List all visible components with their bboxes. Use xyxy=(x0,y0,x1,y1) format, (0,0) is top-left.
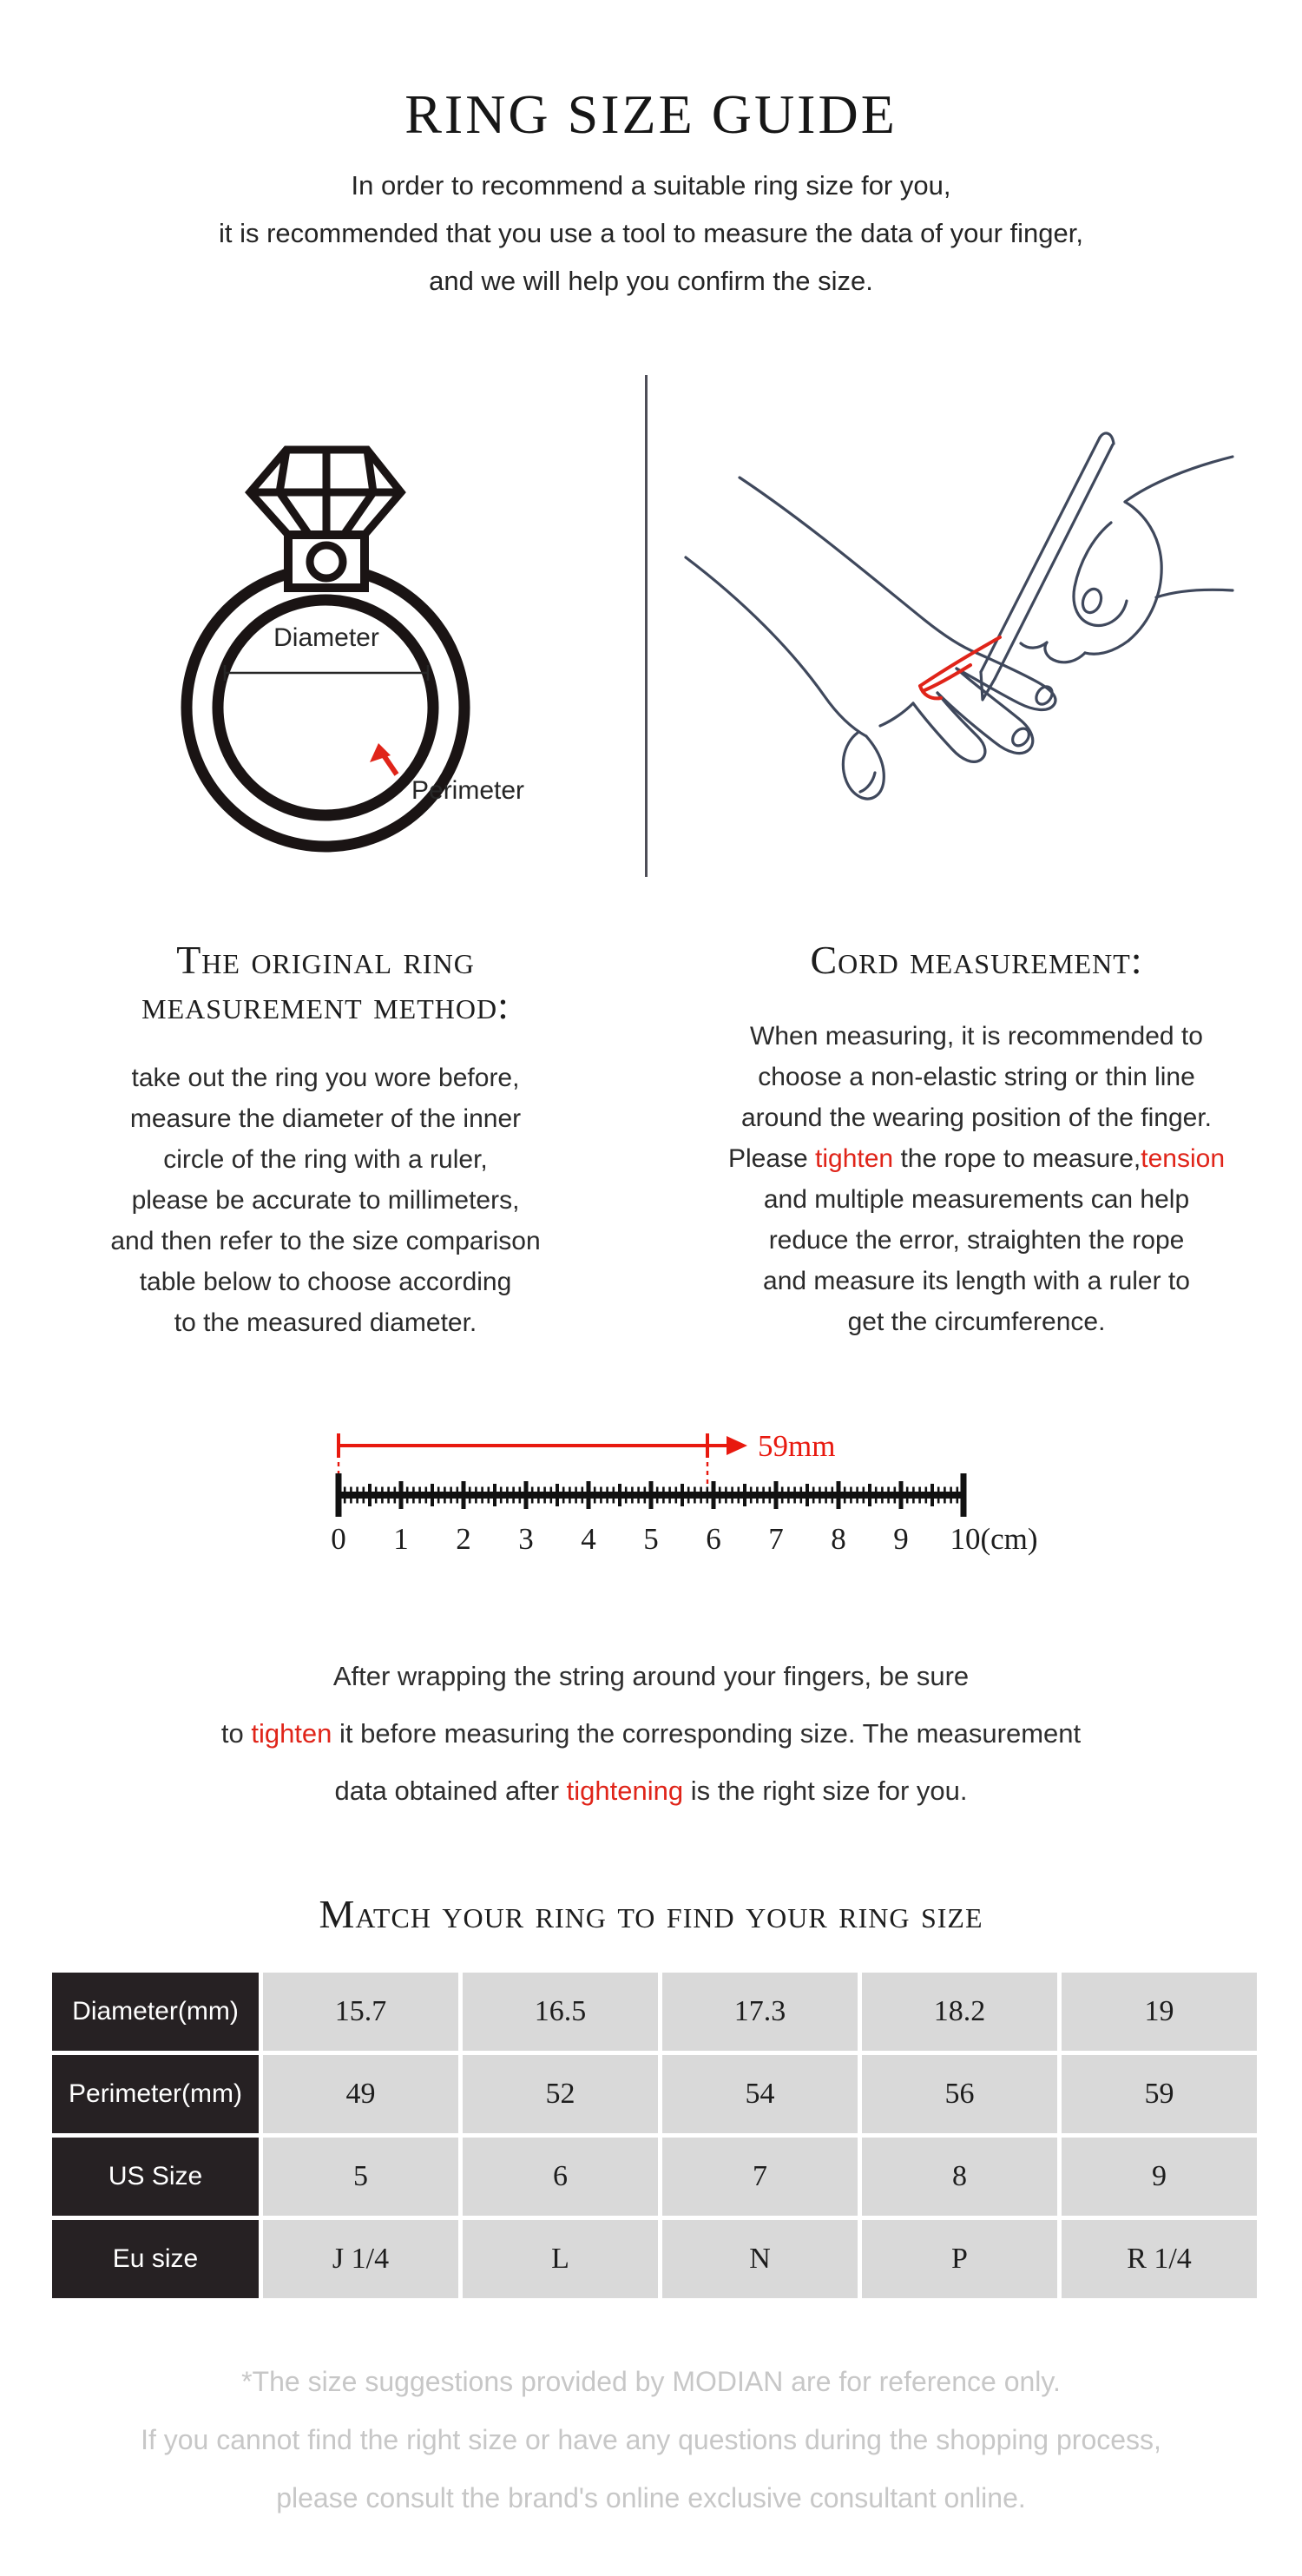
table-cell: 17.3 xyxy=(662,1973,858,2051)
intro-line: and we will help you confirm the size. xyxy=(429,266,873,296)
ruler-diagram xyxy=(308,1408,1055,1573)
table-cell: P xyxy=(862,2220,1057,2298)
pen xyxy=(981,433,1114,700)
highlight-tension: tension xyxy=(1141,1144,1226,1173)
svg-text:8: 8 xyxy=(831,1522,846,1556)
row-header-us-size: US Size xyxy=(52,2138,259,2216)
row-header-diameter: Diameter(mm) xyxy=(52,1973,259,2051)
svg-text:6: 6 xyxy=(706,1522,721,1556)
setting-hole xyxy=(310,545,343,578)
perimeter-arrow xyxy=(370,743,397,774)
svg-text:10(cm): 10(cm) xyxy=(950,1522,1038,1556)
table-cell: J 1/4 xyxy=(263,2220,458,2298)
table-cell: N xyxy=(662,2220,858,2298)
after-measure-note: After wrapping the string around your fingers, be sure to tighten it before measuring the corresponding size. The measurement data obtained after tightening is the right size for you. xyxy=(220,1661,1082,1806)
footer-disclaimer xyxy=(0,2353,1302,2527)
table-cell: 18.2 xyxy=(862,1973,1057,2051)
table-cell: 6 xyxy=(463,2138,658,2216)
ring-diagram xyxy=(139,424,525,875)
footer-line: please consult the brand's online exclusive consultant online. xyxy=(276,2482,1026,2513)
row-header-perimeter: Perimeter(mm) xyxy=(52,2055,259,2133)
svg-text:0: 0 xyxy=(331,1522,346,1556)
svg-text:7: 7 xyxy=(768,1522,784,1556)
diameter-label: Diameter xyxy=(273,623,379,652)
table-cell: 5 xyxy=(263,2138,458,2216)
table-cell: 56 xyxy=(862,2055,1057,2133)
page-title: RING SIZE GUIDE xyxy=(404,82,898,145)
size-table-title: Match your ring to find your ring size xyxy=(319,1892,983,1936)
measurement-value-label: 59mm xyxy=(758,1429,836,1463)
svg-text:3: 3 xyxy=(518,1522,534,1556)
ring-outer-circle xyxy=(187,569,464,847)
svg-text:5: 5 xyxy=(643,1522,659,1556)
diamond-icon xyxy=(250,450,401,535)
table-cell: 54 xyxy=(662,2055,858,2133)
table-cell: 52 xyxy=(463,2055,658,2133)
intro-line: it is recommended that you use a tool to measure the data of your finger, xyxy=(218,218,1083,248)
ruler-scale-labels xyxy=(331,1522,1037,1556)
footer-line: If you cannot find the right size or have any questions during the shopping process, xyxy=(141,2424,1161,2455)
row-header-eu-size: Eu size xyxy=(52,2220,259,2298)
table-cell: 49 xyxy=(263,2055,458,2133)
table-cell: 15.7 xyxy=(263,1973,458,2051)
measurement-arrow xyxy=(339,1429,835,1486)
footer-line: *The size suggestions provided by MODIAN are for reference only. xyxy=(241,2366,1061,2397)
diameter-measure-line xyxy=(225,665,428,681)
table-cell: 9 xyxy=(1062,2138,1257,2216)
table-cell: 16.5 xyxy=(463,1973,658,2051)
perimeter-label: Perimeter xyxy=(411,776,525,805)
table-cell: 59 xyxy=(1062,2055,1257,2133)
highlight-tighten-2: tighten xyxy=(251,1718,332,1749)
highlight-tighten: tighten xyxy=(815,1144,894,1173)
right-method-paragraph: When measuring, it is recommended to choose a non-elastic string or thin line around the wearing position of the finger. Please tighten the rope to measure,tension and multiple measurements can help reduce the error, straighten the rope and measure its length with a ruler to get the circumference. xyxy=(727,1022,1226,1336)
table-cell: R 1/4 xyxy=(1062,2220,1257,2298)
intro-line: In order to recommend a suitable ring size for you, xyxy=(351,170,951,201)
left-method-heading: The original ring measurement method: xyxy=(141,938,510,1027)
table-cell: 7 xyxy=(662,2138,858,2216)
table-cell: 19 xyxy=(1062,1973,1257,2051)
ruler-ticks xyxy=(339,1473,963,1517)
svg-text:9: 9 xyxy=(893,1522,909,1556)
intro-paragraph xyxy=(0,161,1302,305)
table-cell: L xyxy=(463,2220,658,2298)
hand-measurement-illustration xyxy=(660,373,1233,877)
svg-text:2: 2 xyxy=(456,1522,471,1556)
svg-text:4: 4 xyxy=(581,1522,596,1556)
hands-line-art xyxy=(686,433,1233,799)
ring-size-table xyxy=(52,1973,1257,2298)
svg-text:1: 1 xyxy=(393,1522,409,1556)
left-method-paragraph: take out the ring you wore before, measure the diameter of the inner circle of the ring with a ruler, please be accurate to millimeters, and then refer to the size comparison table below to choose according to the measured diameter. xyxy=(110,1064,541,1337)
section-divider xyxy=(645,375,648,877)
table-cell: 8 xyxy=(862,2138,1057,2216)
right-method-heading: Cord measurement: xyxy=(810,938,1143,982)
highlight-tightening: tightening xyxy=(566,1776,684,1806)
